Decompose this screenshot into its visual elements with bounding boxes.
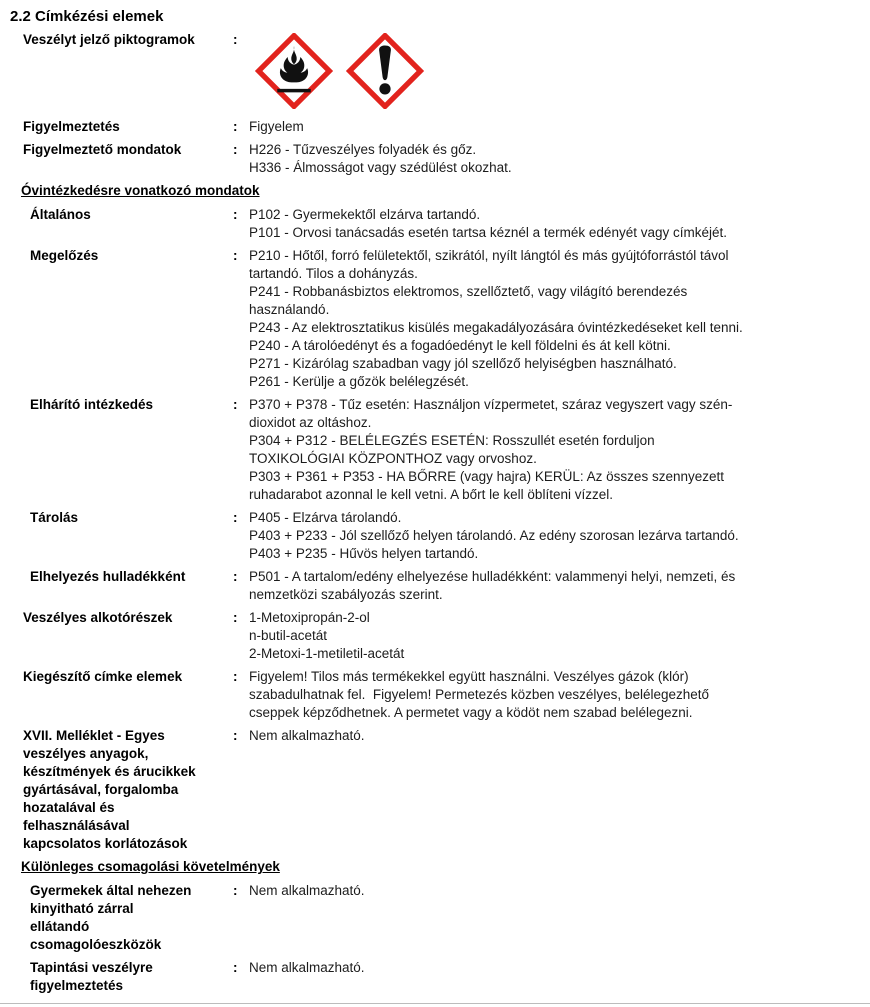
- altalanos-label: [30, 206, 233, 224]
- label-line: veszélyes anyagok,: [23, 746, 149, 761]
- label-line: Megelőzés: [30, 248, 99, 263]
- label-line: Tárolás: [30, 510, 79, 525]
- label-line: Általános: [30, 207, 91, 222]
- value-line: Nem alkalmazható.: [249, 960, 365, 975]
- value-line: 1-Metoxipropán-2-ol: [249, 610, 370, 625]
- value-line: P271 - Kizárólag szabadban vagy jól szellőző helyiségben használható.: [249, 356, 677, 371]
- value-line: tartandó. Tilos a dohányzás.: [249, 266, 418, 281]
- label-line: Kiegészítő címke elemek: [23, 669, 183, 684]
- value-line: 2-Metoxi-1-metiletil-acetát: [249, 646, 405, 661]
- label-line: Tapintási veszélyre: [30, 960, 153, 975]
- label-line: Elhelyezés hulladékként: [30, 569, 186, 584]
- value-line: Figyelem! Tilos más termékekkel együtt használni. Veszélyes gázok (klór): [249, 669, 689, 684]
- label-line: Figyelmeztetés: [23, 119, 120, 134]
- label-line: ellátandó: [30, 919, 90, 934]
- value-line: ruhadarabot azonnal le kell vetni. A bőrt le kell öblíteni vízzel.: [249, 487, 613, 502]
- elhelyezes-hulladekkent-value: [249, 568, 870, 604]
- value-line: Nem alkalmazható.: [249, 728, 365, 743]
- value-line: P210 - Hőtől, forró felületektől, szikrától, nyílt lángtól és más gyújtóforrástól távol: [249, 248, 729, 263]
- tarolas-value: [249, 509, 870, 563]
- row-veszelyt-jelzo-piktogramok: [0, 31, 870, 109]
- kiegeszito-cimke-elemek-value: [249, 668, 870, 722]
- label-line: csomagolóeszközök: [30, 937, 162, 952]
- label-line: Veszélyt jelző piktogramok: [23, 32, 195, 47]
- label-line: kinyitható zárral: [30, 901, 134, 916]
- veszelyt-jelzo-piktogramok-label: [23, 31, 233, 49]
- row-tarolas: [0, 509, 870, 563]
- label-line: gyártásával, forgalomba: [23, 782, 179, 797]
- xvii-melleklet-korlatozasok-value: [249, 727, 870, 745]
- value-line: nemzetközi szabályozás szerint.: [249, 587, 443, 602]
- value-line: P403 + P233 - Jól szellőző helyen tárolandó. Az edény szorosan lezárva tartandó.: [249, 528, 739, 543]
- veszelyt-jelzo-piktogramok-value: [249, 33, 870, 109]
- value-line: Figyelem: [249, 119, 304, 134]
- rows-container: [0, 31, 870, 995]
- label-line: Elhárító intézkedés: [30, 397, 154, 412]
- label-line: Figyelmeztető mondatok: [23, 142, 182, 157]
- value-line: n-butil-acetát: [249, 628, 328, 643]
- row-figyelmezteto-mondatok: [0, 141, 870, 177]
- elhelyezes-hulladekkent-label: [30, 568, 233, 586]
- value-line: P405 - Elzárva tárolandó.: [249, 510, 402, 525]
- value-line: Nem alkalmazható.: [249, 883, 365, 898]
- elharito-intezkedes-value: [249, 396, 870, 504]
- sds-labelling-section-page: [0, 7, 870, 1007]
- colon-separator: :: [233, 142, 238, 157]
- gyermekbiztos-csomagolas-label: [30, 882, 233, 954]
- value-line: cseppek képződhetnek. A permetet vagy a ködöt nem szabad belélegezni.: [249, 705, 693, 720]
- row-gyermekbiztos-csomagolas: [0, 882, 870, 954]
- value-line: szabadulhatnak fel. Figyelem! Permetezés közben veszélyes, belélegezhető: [249, 687, 710, 702]
- row-elhelyezes-hulladekkent: [0, 568, 870, 604]
- section-title: 2.2 Címkézési elemek: [10, 8, 164, 25]
- gyermekbiztos-csomagolas-value: [249, 882, 870, 900]
- value-line: P241 - Robbanásbiztos elektromos, szellőztető, vagy világító berendezés: [249, 284, 688, 299]
- value-line: P243 - Az elektrosztatikus kisülés megakadályozására óvintézkedéseket kell tenni.: [249, 320, 743, 335]
- bottom-divider: [0, 1003, 870, 1004]
- label-line: Gyermekek által nehezen: [30, 883, 192, 898]
- value-line: P370 + P378 - Tűz esetén: Használjon vízpermetet, száraz vegyszert vagy szén-: [249, 397, 733, 412]
- tapintasi-veszelyre-figyelmeztetes-label: [30, 959, 233, 995]
- value-line: P403 + P235 - Hűvös helyen tartandó.: [249, 546, 479, 561]
- colon-separator: :: [233, 397, 238, 412]
- label-line: figyelmeztetés: [30, 978, 124, 993]
- value-line: P303 + P361 + P353 - HA BŐRRE (vagy hajra) KERÜL: Az összes szennyezett: [249, 469, 724, 484]
- megelozes-label: [30, 247, 233, 265]
- label-line: Veszélyes alkotórészek: [23, 610, 173, 625]
- colon-separator: :: [233, 510, 238, 525]
- ghs-exclamation-icon: [346, 33, 424, 109]
- row-elharito-intezkedes: [0, 396, 870, 504]
- tarolas-label: [30, 509, 233, 527]
- colon-separator: :: [233, 610, 238, 625]
- label-line: XVII. Melléklet - Egyes: [23, 728, 165, 743]
- figyelmeztetes-value: [249, 118, 870, 136]
- colon-separator: :: [233, 728, 238, 743]
- figyelmezteto-mondatok-label: [23, 141, 233, 159]
- colon-separator: :: [233, 32, 238, 47]
- colon-separator: :: [233, 119, 238, 134]
- value-line: P501 - A tartalom/edény elhelyezése hulladékként: valammenyi helyi, nemzeti, és: [249, 569, 736, 584]
- value-line: P101 - Orvosi tanácsadás esetén tartsa kéznél a termék edényét vagy címkéjét.: [249, 225, 727, 240]
- row-figyelmeztetes: [0, 118, 870, 136]
- veszelyes-alkotoreszek-value: [249, 609, 870, 663]
- veszelyes-alkotoreszek-label: [23, 609, 233, 627]
- megelozes-value: [249, 247, 870, 391]
- group-heading-ovintezkedesre-vonatkozo-mondatok: Óvintézkedésre vonatkozó mondatok: [21, 183, 260, 198]
- row-megelozes: [0, 247, 870, 391]
- row-altalanos: [0, 206, 870, 242]
- ghs-flame-icon: [255, 33, 333, 109]
- colon-separator: :: [233, 207, 238, 222]
- group-heading-kulonleges-csomagolasi-kovetelmenyek: Különleges csomagolási követelmények: [21, 859, 280, 874]
- row-kiegeszito-cimke-elemek: [0, 668, 870, 722]
- xvii-melleklet-korlatozasok-label: [23, 727, 233, 853]
- value-line: P261 - Kerülje a gőzök belélegzését.: [249, 374, 469, 389]
- value-line: P102 - Gyermekektől elzárva tartandó.: [249, 207, 481, 222]
- label-line: kapcsolatos korlátozások: [23, 836, 188, 851]
- tapintasi-veszelyre-figyelmeztetes-value: [249, 959, 870, 977]
- row-xvii-melleklet-korlatozasok: [0, 727, 870, 853]
- colon-separator: :: [233, 883, 238, 898]
- value-line: H336 - Álmosságot vagy szédülést okozhat.: [249, 160, 512, 175]
- row-veszelyes-alkotoreszek: [0, 609, 870, 663]
- value-line: P304 + P312 - BELÉLEGZÉS ESETÉN: Rosszullét esetén forduljon: [249, 433, 655, 448]
- altalanos-value: [249, 206, 870, 242]
- label-line: készítmények és árucikkek: [23, 764, 196, 779]
- label-line: hozatalával és: [23, 800, 115, 815]
- value-line: H226 - Tűzveszélyes folyadék és gőz.: [249, 142, 477, 157]
- kiegeszito-cimke-elemek-label: [23, 668, 233, 686]
- value-line: P240 - A tárolóedényt és a fogadóedényt le kell földelni és át kell kötni.: [249, 338, 671, 353]
- colon-separator: :: [233, 669, 238, 684]
- value-line: használandó.: [249, 302, 330, 317]
- figyelmeztetes-label: [23, 118, 233, 136]
- row-tapintasi-veszelyre-figyelmeztetes: [0, 959, 870, 995]
- colon-separator: :: [233, 569, 238, 584]
- value-line: TOXIKOLÓGIAI KÖZPONTHOZ vagy orvoshoz.: [249, 451, 537, 466]
- colon-separator: :: [233, 248, 238, 263]
- value-line: dioxidot az oltáshoz.: [249, 415, 372, 430]
- colon-separator: :: [233, 960, 238, 975]
- label-line: felhasználásával: [23, 818, 130, 833]
- elharito-intezkedes-label: [30, 396, 233, 414]
- figyelmezteto-mondatok-value: [249, 141, 870, 177]
